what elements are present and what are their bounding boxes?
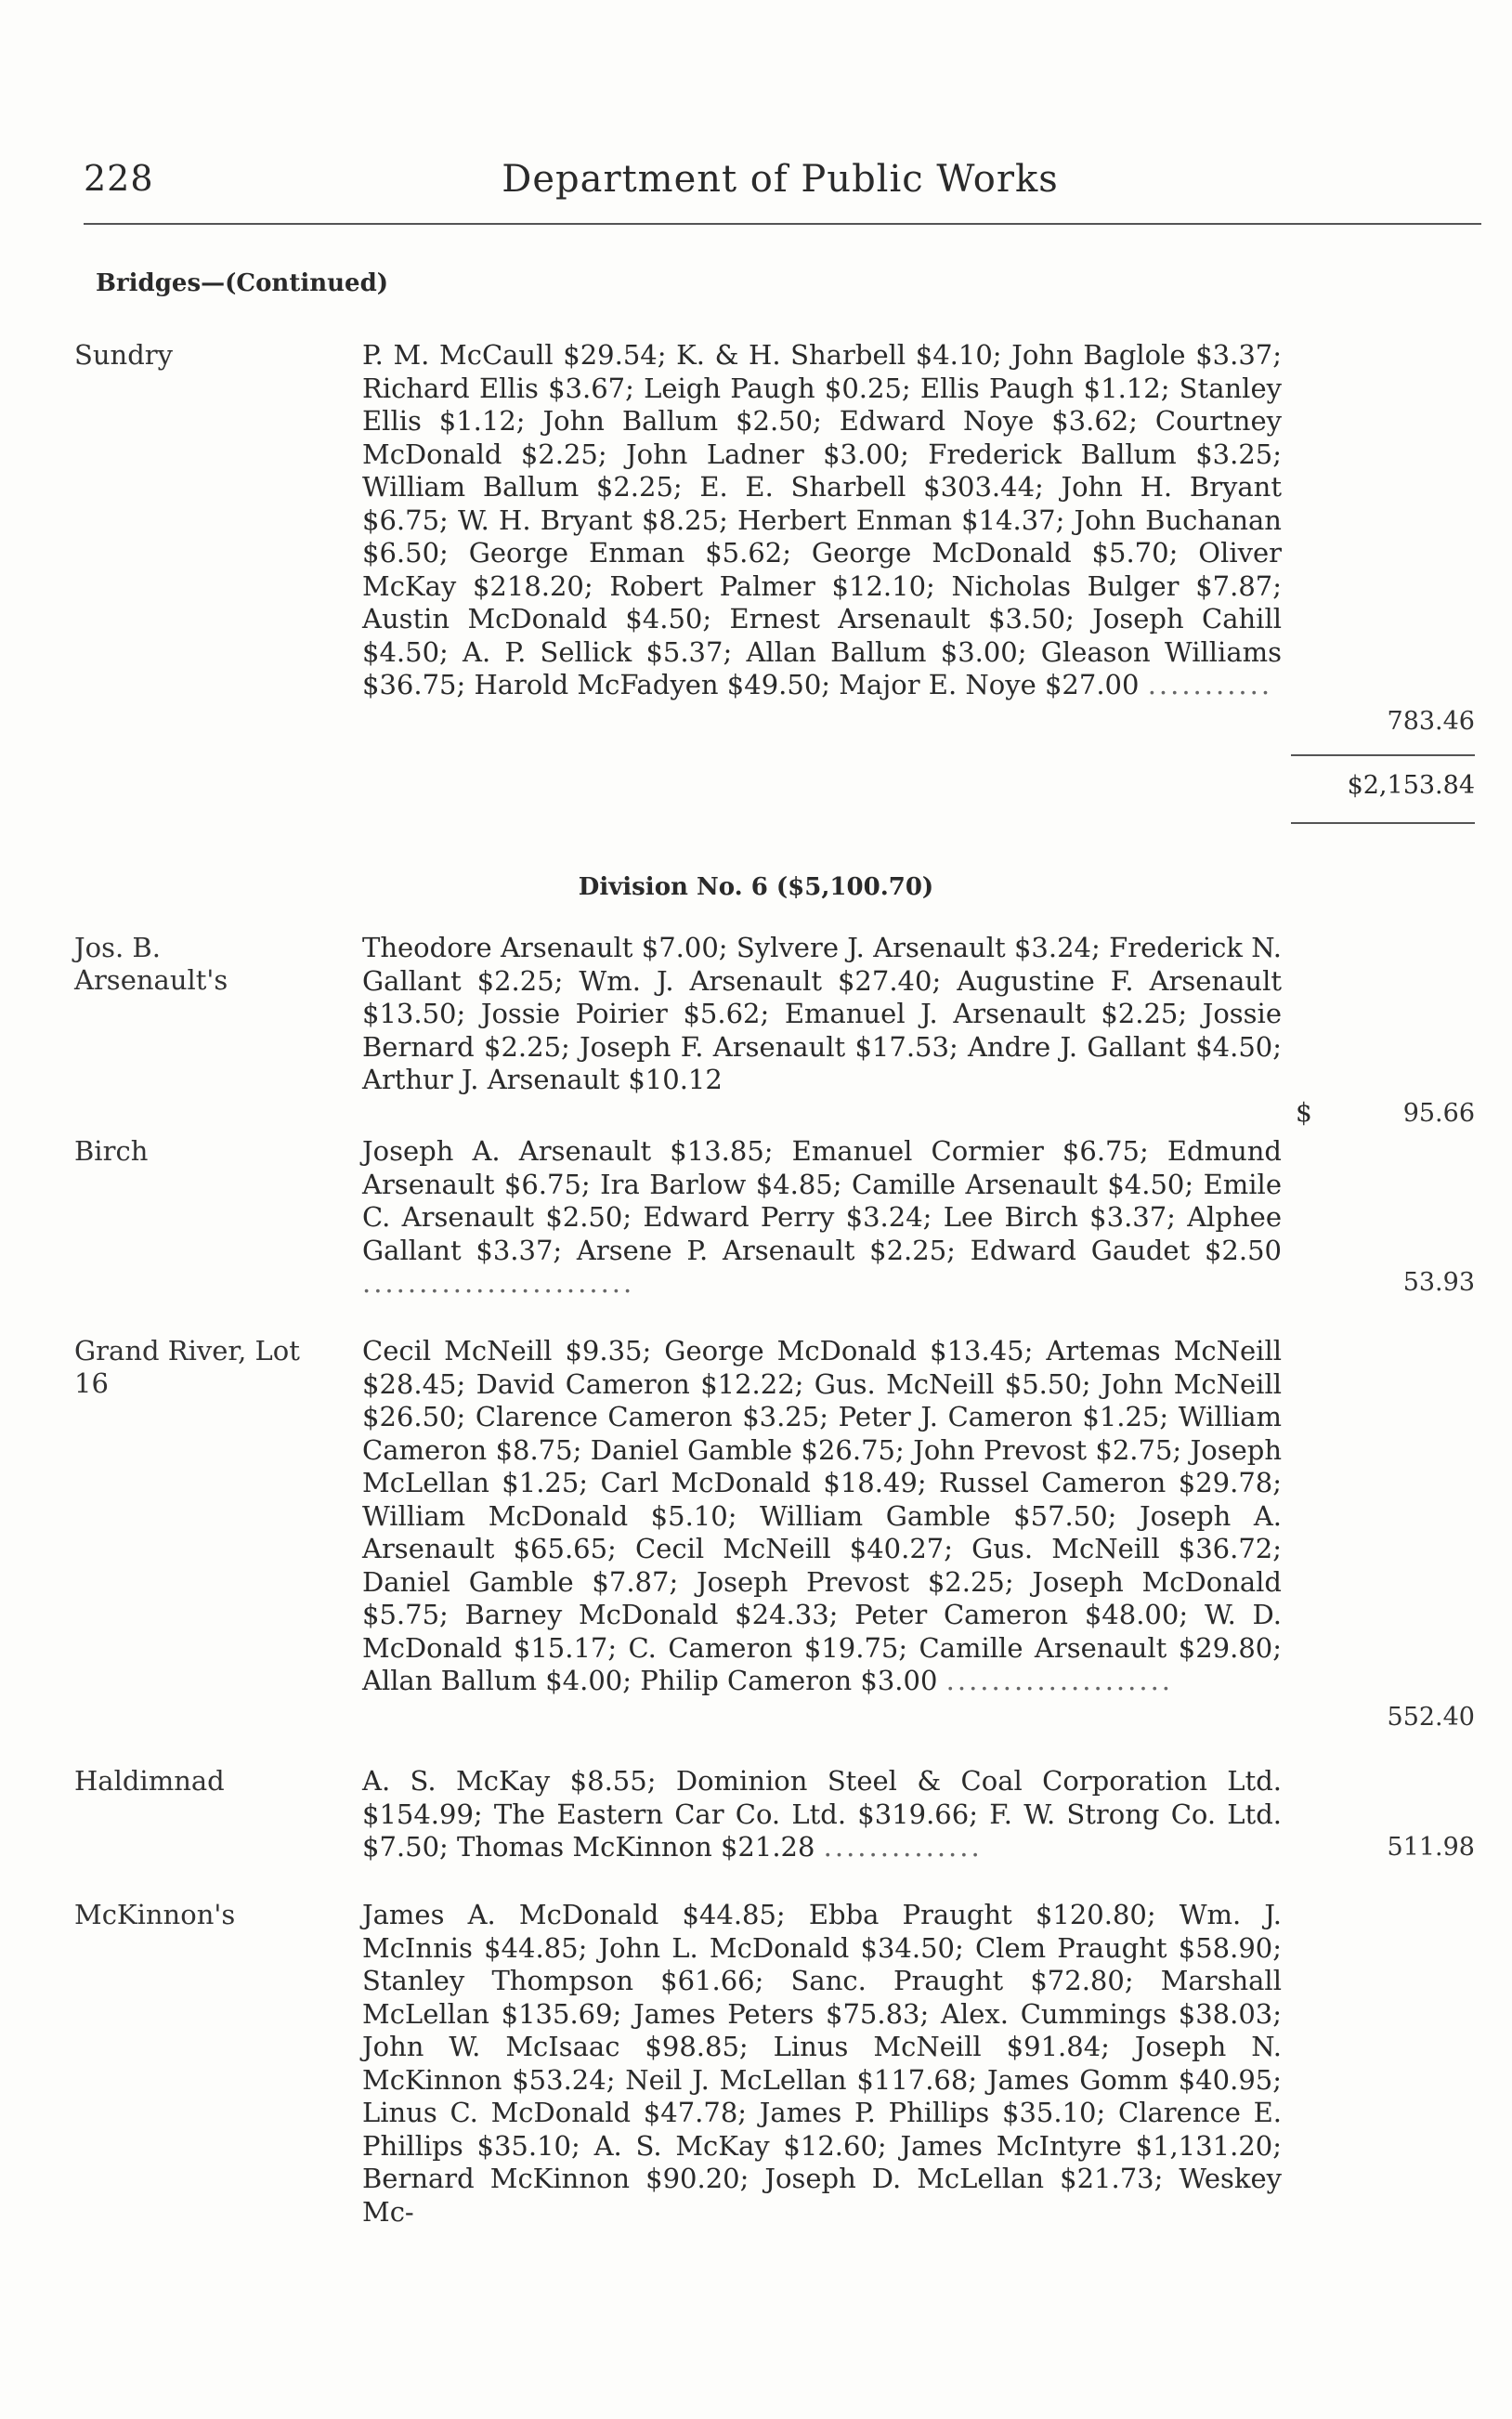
section-title: Bridges—(Continued) [96, 269, 389, 297]
division-title: Division No. 6 ($5,100.70) [578, 873, 934, 901]
entry-name: Sundry [74, 339, 174, 371]
entry-amount: 511.98 [1387, 1833, 1475, 1862]
page-title: Department of Public Works [502, 158, 1059, 201]
dot-leader: ........... [1147, 669, 1273, 700]
dot-leader: .............. [823, 1831, 983, 1863]
entry-amount: 53.93 [1402, 1268, 1475, 1297]
subtotal-rule [1291, 754, 1475, 756]
subtotal-rule-bottom [1291, 822, 1475, 824]
entry-text: James A. McDonald $44.85; Ebba Praught $120.80; Wm. J. McInnis $44.85; John L. McDonald $34.50; Clem Praught $58.90; Stanley Thompson $61.66; Sanc. Praught $72.80; Marshall McLellan $135.69; James Peters $75.83; Alex. Cummings $38.03; John W. McIsaac $98.85; Linus McNeill $91.84; Joseph N. McKinnon $53.24; Neil J. McLellan $117.68; James Gomm $40.95; Linus C. McDonald $47.78; James P. Phillips $35.10; Clarence E. Phillips $35.10; A. S. McKay $12.60; James McIntyre $1,131.20; Bernard McKinnon $90.20; Joseph D. McLellan $21.73; Weskey Mc- [362, 1899, 1282, 2228]
entry-name: Haldimnad [74, 1765, 225, 1797]
subtotal-amount: $2,153.84 [1347, 771, 1475, 800]
entry-name: McKinnon's [74, 1899, 236, 1930]
entry-amount: 783.46 [1387, 707, 1475, 736]
entry-text: P. M. McCaull $29.54; K. & H. Sharbell $4.10; John Baglole $3.37; Richard Ellis $3.67; Leigh Paugh $0.25; Ellis Paugh $1.12; Stanley Ellis $1.12; John Ballum $2.50; Edward Noye $3.62; Courtney McDonald $2.25; John Ladner $3.00; Frederick Ballum $3.25; William Ballum $2.25; E. E. Sharbell $303.44; John H. Bryant $6.75; W. H. Bryant $8.25; Herbert Enman $14.37; John Buchanan $6.50; George Enman $5.62; George McDonald $5.70; Oliver McKay $218.20; Robert Palmer $12.10; Nicholas Bulger $7.87; Austin McDonald $4.50; Ernest Arsenault $3.50; Joseph Cahill $4.50; A. P. Sellick $5.37; Allan Ballum $3.00; Gleason Williams $36.75; Harold McFadyen $49.50; Major E. Noye $27.00 ........... [362, 339, 1282, 700]
entry-text: A. S. McKay $8.55; Dominion Steel & Coal Corporation Ltd. $154.99; The Eastern Car Co. Ltd. $319.66; F. W. Strong Co. Ltd. $7.50; Thomas McKinnon $21.28 .............. [362, 1765, 1282, 1863]
entry-amount: 95.66 [1402, 1099, 1475, 1128]
dot-leader: .................... [945, 1665, 1174, 1696]
entry-name: Grand River, Lot 16 [74, 1335, 300, 1399]
entry-name: Jos. B. Arsenault's [74, 932, 228, 996]
page-header [84, 158, 1477, 214]
entry-text: Cecil McNeill $9.35; George McDonald $13.45; Artemas McNeill $28.45; David Cameron $12.22; Gus. McNeill $5.50; John McNeill $26.50; Clarence Cameron $3.25; Peter J. Cameron $1.25; William Cameron $8.75; Daniel Gamble $26.75; John Prevost $2.75; Joseph McLellan $1.25; Carl McDonald $18.49; Russel Cameron $29.78; William McDonald $5.10; William Gamble $57.50; Joseph A. Arsenault $65.65; Cecil McNeill $40.27; Gus. McNeill $36.72; Daniel Gamble $7.87; Joseph Prevost $2.25; Joseph McDonald $5.75; Barney McDonald $24.33; Peter Cameron $48.00; W. D. McDonald $15.17; C. Cameron $19.75; Camille Arsenault $29.80; Allan Ballum $4.00; Philip Cameron $3.00 .................... [362, 1335, 1282, 1696]
header-rule [84, 223, 1481, 225]
entry-amount: 552.40 [1387, 1703, 1475, 1732]
dollar-sign: $ [1296, 1097, 1312, 1128]
entry-text: Joseph A. Arsenault $13.85; Emanuel Cormier $6.75; Edmund Arsenault $6.75; Ira Barlow $4.85; Camille Arsenault $4.50; Emile C. Arsenault $2.50; Edward Perry $3.24; Lee Birch $3.37; Alphee Gallant $3.37; Arsene P. Arsenault $2.25; Edward Gaudet $2.50 ........................ [362, 1135, 1282, 1299]
page-number: 228 [84, 158, 154, 199]
entry-text: Theodore Arsenault $7.00; Sylvere J. Arsenault $3.24; Frederick N. Gallant $2.25; Wm. J. Arsenault $27.40; Augustine F. Arsenault $13.50; Jossie Poirier $5.62; Emanuel J. Arsenault $2.25; Jossie Bernard $2.25; Joseph F. Arsenault $17.53; Andre J. Gallant $4.50; Arthur J. Arsenault $10.12 [362, 932, 1282, 1095]
entry-name: Birch [74, 1135, 149, 1167]
dot-leader: ........................ [362, 1267, 635, 1299]
